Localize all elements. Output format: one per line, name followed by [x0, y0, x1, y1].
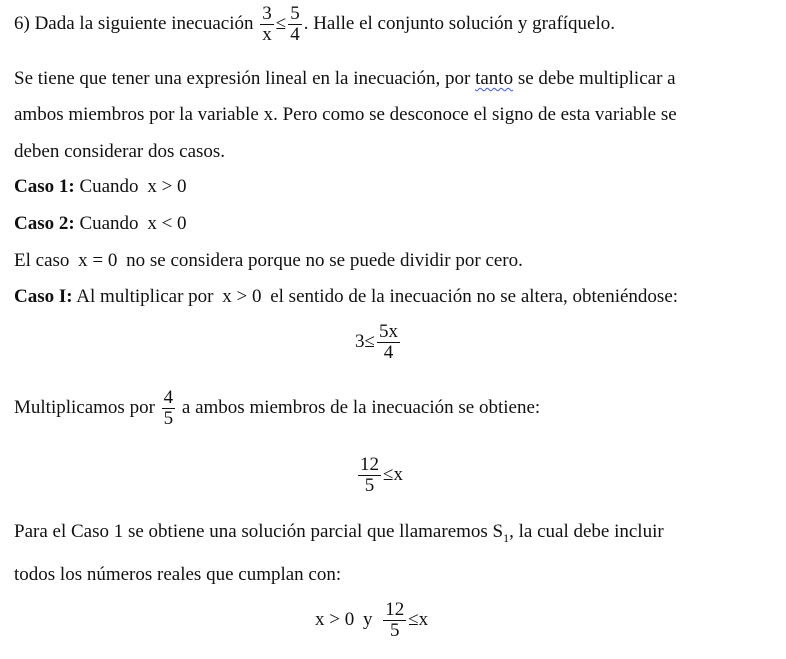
math-expression: x = 0	[78, 250, 118, 271]
fraction-5x-over-4: $\frac{5x}{4}$	[378, 321, 398, 363]
relation-symbol: ≤	[275, 12, 287, 34]
paragraph-line: deben considerar dos casos.	[14, 141, 226, 162]
caso-label: Caso 2:	[14, 213, 75, 234]
problem-suffix: . Halle el conjunto solución y grafíquelo.	[303, 12, 616, 34]
fraction-3-over-x: $\frac{3}{x}$	[262, 3, 272, 45]
math-expression: x < 0	[147, 213, 187, 234]
caso-i: Caso I: Al multiplicar por x > 0 el sentido de la inecuación no se altera, obteniéndose:	[14, 286, 679, 307]
paragraph-line: todos los números reales que cumplan con:	[14, 564, 342, 585]
spellcheck-word: tanto	[475, 68, 514, 89]
paragraph-line: Para el Caso 1 se obtiene una solución parcial que llamaremos $S_1$, la cual debe incluir	[14, 521, 664, 545]
problem-prefix: 6) Dada la siguiente inecuación	[14, 12, 254, 34]
paragraph-line: Se tiene que tener una expresión lineal en la inecuación, por tanto se debe multiplicar a	[14, 68, 676, 89]
caso-label: Caso I:	[14, 286, 73, 307]
equation-2: $\frac{12}{5}$ ≤x	[360, 454, 403, 496]
caso-1: Caso 1: Cuando x > 0	[14, 176, 187, 197]
set-symbol: $S_1$	[492, 521, 510, 545]
problem-statement	[14, 4, 615, 45]
caso-label: Caso 1:	[14, 176, 75, 197]
fraction-5-over-4: $\frac{5}{4}$	[290, 3, 300, 45]
equation-3: x > 0 y $\frac{12}{5}$ ≤x	[315, 599, 429, 641]
fraction-4-over-5: $\frac{4}{5}$	[163, 387, 174, 429]
paragraph-line: ambos miembros por la variable x. Pero como se desconoce el signo de esta variable se	[14, 104, 677, 125]
math-expression: x > 0	[147, 176, 187, 197]
fraction-12-over-5: $\frac{12}{5}$	[360, 454, 379, 496]
equation-1: 3≤ $\frac{5x}{4}$	[355, 321, 398, 363]
caso-2: Caso 2: Cuando x < 0	[14, 213, 187, 234]
math-expression: x > 0	[222, 286, 262, 307]
zero-case: El caso x = 0 no se considera porque no se puede dividir por cero.	[14, 250, 523, 271]
multiply-step: Multiplicamos por $\frac{4}{5}$ a ambos miembros de la inecuación se obtiene:	[14, 387, 541, 429]
fraction-12-over-5: $\frac{12}{5}$	[385, 599, 405, 641]
